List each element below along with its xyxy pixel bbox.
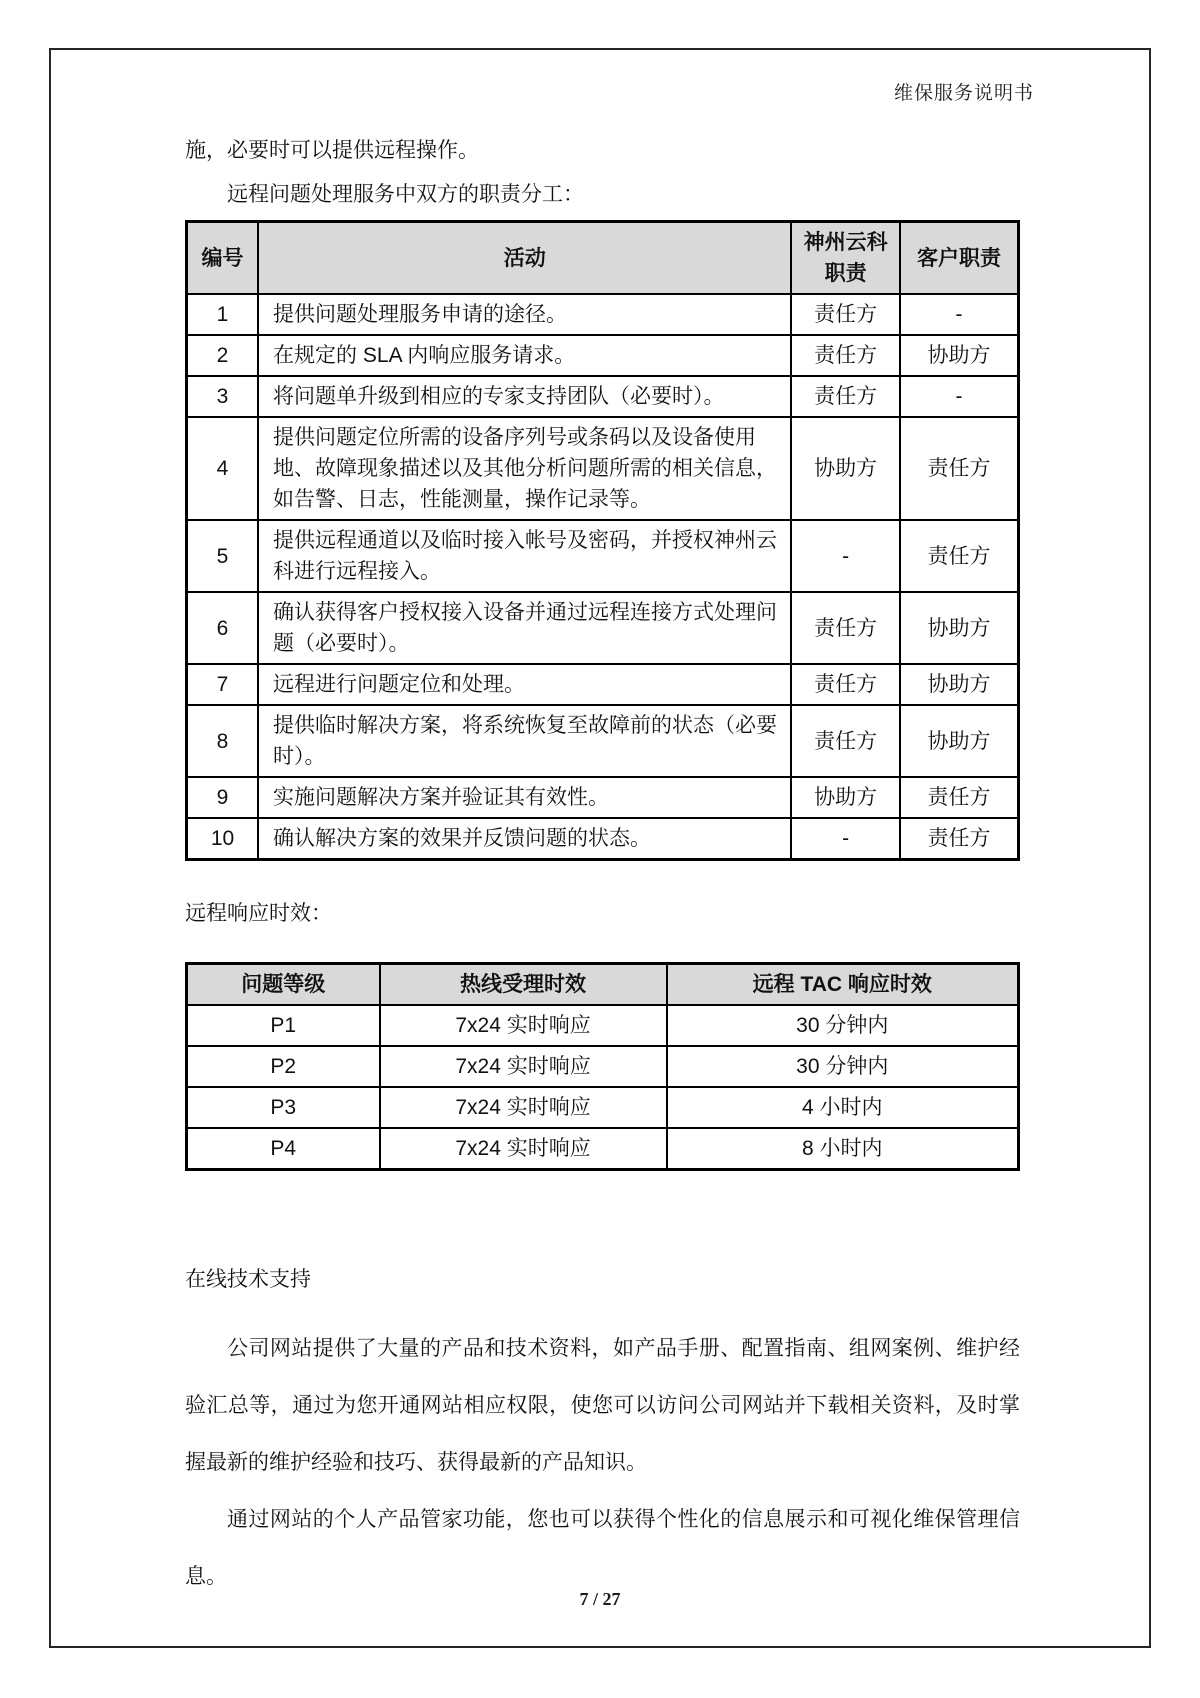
row-customer-role: 责任方 bbox=[900, 417, 1019, 520]
row-vendor-role: 责任方 bbox=[791, 294, 900, 335]
cell-tac: 30 分钟内 bbox=[667, 1046, 1019, 1087]
table-row bbox=[187, 335, 1019, 376]
cell-hotline: 7x24 实时响应 bbox=[380, 1046, 667, 1087]
col-header-problem-level: 问题等级 bbox=[187, 964, 380, 1006]
response-time-title: 远程响应时效： bbox=[185, 902, 332, 925]
row-activity: 提供临时解决方案，将系统恢复至故障前的状态（必要时）。 bbox=[258, 705, 791, 777]
row-customer-role: 责任方 bbox=[900, 520, 1019, 592]
page-content bbox=[185, 50, 1020, 1605]
cell-hotline: 7x24 实时响应 bbox=[380, 1128, 667, 1170]
row-vendor-role: 责任方 bbox=[791, 664, 900, 705]
row-number: 2 bbox=[187, 335, 259, 376]
online-support-paragraph-1: 公司网站提供了大量的产品和技术资料，如产品手册、配置指南、组网案例、维护经验汇总等，通过为您开通网站相应权限，使您可以访问公司网站并下载相关资料，及时掌握最新的维护经验和技巧、获得最新的产品知识。 bbox=[185, 1337, 1020, 1474]
cell-level: P4 bbox=[187, 1128, 380, 1170]
row-number: 8 bbox=[187, 705, 259, 777]
table-row bbox=[187, 1128, 1019, 1170]
row-customer-role: - bbox=[900, 376, 1019, 417]
col-header-number: 编号 bbox=[187, 222, 259, 295]
table-row bbox=[187, 520, 1019, 592]
row-activity: 将问题单升级到相应的专家支持团队（必要时）。 bbox=[258, 376, 791, 417]
row-activity: 远程进行问题定位和处理。 bbox=[258, 664, 791, 705]
table-row bbox=[187, 777, 1019, 818]
responsibility-table-caption: 远程问题处理服务中双方的职责分工： bbox=[227, 183, 584, 206]
row-vendor-role: 责任方 bbox=[791, 705, 900, 777]
cell-level: P2 bbox=[187, 1046, 380, 1087]
cell-tac: 8 小时内 bbox=[667, 1128, 1019, 1170]
table-row bbox=[187, 664, 1019, 705]
row-number: 7 bbox=[187, 664, 259, 705]
col-header-customer: 客户职责 bbox=[900, 222, 1019, 295]
row-vendor-role: 责任方 bbox=[791, 592, 900, 664]
row-customer-role: 协助方 bbox=[900, 592, 1019, 664]
response-table-header-row bbox=[187, 964, 1019, 1006]
document-title-header: 维保服务说明书 bbox=[893, 83, 1034, 104]
responsibility-table bbox=[185, 220, 1020, 861]
row-activity: 在规定的 SLA 内响应服务请求。 bbox=[258, 335, 791, 376]
row-number: 10 bbox=[187, 818, 259, 860]
row-activity: 确认解决方案的效果并反馈问题的状态。 bbox=[258, 818, 791, 860]
row-vendor-role: 协助方 bbox=[791, 417, 900, 520]
row-vendor-role: - bbox=[791, 818, 900, 860]
online-support-heading: 在线技术支持 bbox=[185, 1268, 311, 1291]
document-page bbox=[49, 48, 1151, 1648]
row-vendor-role: - bbox=[791, 520, 900, 592]
response-time-table bbox=[185, 962, 1020, 1171]
row-activity: 提供远程通道以及临时接入帐号及密码，并授权神州云科进行远程接入。 bbox=[258, 520, 791, 592]
col-header-hotline-time: 热线受理时效 bbox=[380, 964, 667, 1006]
table-row bbox=[187, 376, 1019, 417]
row-vendor-role: 责任方 bbox=[791, 376, 900, 417]
page-number: 7 / 27 bbox=[579, 1589, 621, 1609]
table-row bbox=[187, 705, 1019, 777]
table-row bbox=[187, 1046, 1019, 1087]
row-vendor-role: 责任方 bbox=[791, 335, 900, 376]
cell-tac: 4 小时内 bbox=[667, 1087, 1019, 1128]
cell-level: P1 bbox=[187, 1005, 380, 1046]
table-row bbox=[187, 417, 1019, 520]
table-row bbox=[187, 1087, 1019, 1128]
row-customer-role: 协助方 bbox=[900, 664, 1019, 705]
col-header-tac-time: 远程 TAC 响应时效 bbox=[667, 964, 1019, 1006]
table-row bbox=[187, 592, 1019, 664]
responsibility-table-header-row bbox=[187, 222, 1019, 295]
cell-tac: 30 分钟内 bbox=[667, 1005, 1019, 1046]
row-customer-role: 责任方 bbox=[900, 818, 1019, 860]
table-row bbox=[187, 294, 1019, 335]
cell-hotline: 7x24 实时响应 bbox=[380, 1087, 667, 1128]
row-number: 6 bbox=[187, 592, 259, 664]
row-number: 5 bbox=[187, 520, 259, 592]
row-customer-role: 协助方 bbox=[900, 335, 1019, 376]
row-number: 3 bbox=[187, 376, 259, 417]
online-support-paragraph-2: 通过网站的个人产品管家功能，您也可以获得个性化的信息展示和可视化维保管理信息。 bbox=[185, 1508, 1020, 1588]
table-row bbox=[187, 1005, 1019, 1046]
row-customer-role: - bbox=[900, 294, 1019, 335]
col-header-activity: 活动 bbox=[258, 222, 791, 295]
table-row bbox=[187, 818, 1019, 860]
row-activity: 实施问题解决方案并验证其有效性。 bbox=[258, 777, 791, 818]
row-activity: 提供问题定位所需的设备序列号或条码以及设备使用地、故障现象描述以及其他分析问题所需的相关信息，如告警、日志，性能测量，操作记录等。 bbox=[258, 417, 791, 520]
row-customer-role: 责任方 bbox=[900, 777, 1019, 818]
cell-level: P3 bbox=[187, 1087, 380, 1128]
row-activity: 确认获得客户授权接入设备并通过远程连接方式处理问题（必要时）。 bbox=[258, 592, 791, 664]
intro-text: 施，必要时可以提供远程操作。 bbox=[185, 139, 479, 162]
row-activity: 提供问题处理服务申请的途径。 bbox=[258, 294, 791, 335]
row-customer-role: 协助方 bbox=[900, 705, 1019, 777]
row-number: 4 bbox=[187, 417, 259, 520]
row-number: 9 bbox=[187, 777, 259, 818]
col-header-vendor: 神州云科职责 bbox=[791, 222, 900, 295]
row-number: 1 bbox=[187, 294, 259, 335]
row-vendor-role: 协助方 bbox=[791, 777, 900, 818]
cell-hotline: 7x24 实时响应 bbox=[380, 1005, 667, 1046]
